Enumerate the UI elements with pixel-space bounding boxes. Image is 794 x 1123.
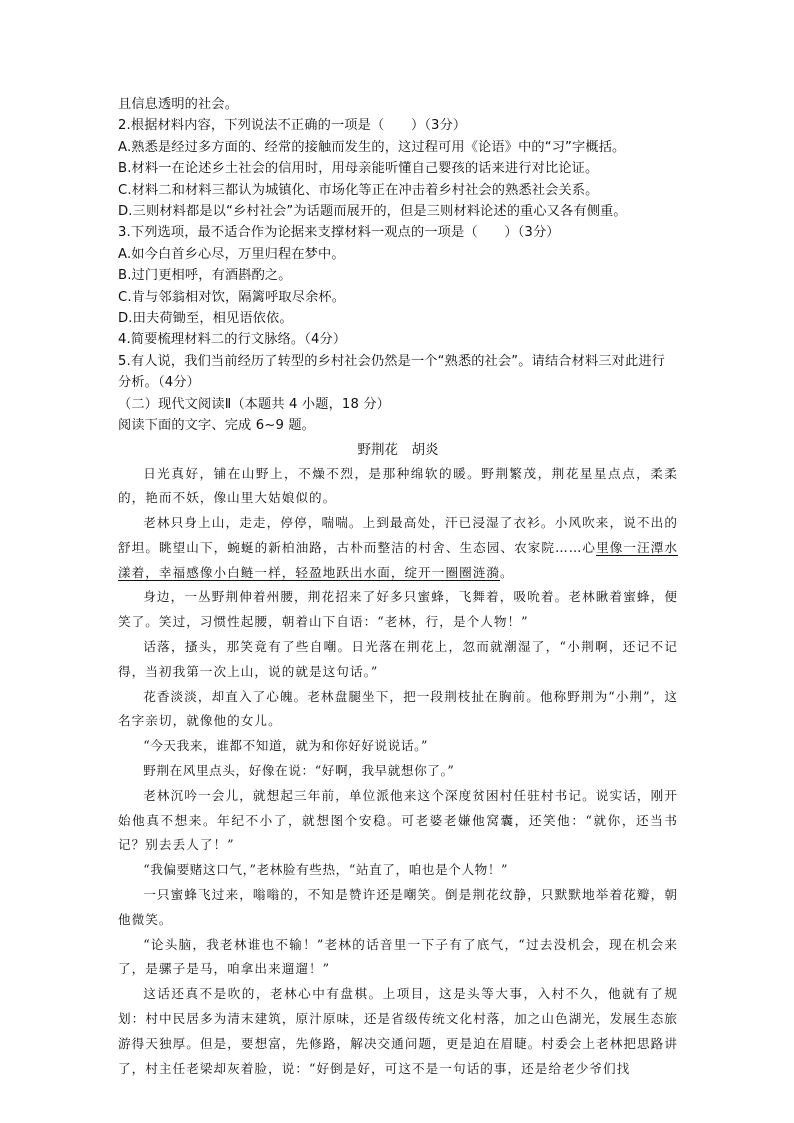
story-title: 野荆花 胡炎 [357, 441, 439, 458]
story-text: 。 [500, 564, 514, 580]
story-body [118, 462, 678, 1082]
question-4: 4.简要梳理材料二的行文脉络。（4分） [118, 332, 347, 348]
story-paragraph: 日光真好，铺在山野上，不燥不烈，是那种绵软的暖。野荆繁茂，荆花星星点点，柔柔的，艳而不妖，像山里大姑娘似的。 [118, 465, 678, 506]
story-paragraph: “我偏要赌这口气，”老林脸有些热，“站直了，咱也是个人物！” [143, 862, 509, 878]
story-paragraph: 花香淡淡，却直入了心魄。老林盘腿坐下，把一段荆枝扯在胸前。他称野荆为“小荆”，这名字亲切，就像他的女儿。 [118, 688, 678, 729]
question-5: 5.有人说，我们当前经历了转型的乡村社会仍然是一个“熟悉的社会”。请结合材料三对此进行分析。（4分） [118, 353, 666, 391]
option-3c: C.肯与邻翁相对饮，隔篱呼取尽余杯。 [118, 289, 346, 305]
story-paragraph: 一只蜜蜂飞过来，嗡嗡的，不知是赞许还是嘲笑。倒是荆花纹静，只默默地举着花瓣，朝他微笑。 [118, 887, 678, 927]
option-3d: D.田夫荷锄至，相见语依依。 [118, 311, 293, 327]
section-heading: （二）现代文阅读Ⅱ（本题共 4 小题，18 分） [118, 396, 391, 412]
question-2: 2.根据材料内容，下列说法不正确的一项是（ ）（3分） [118, 118, 467, 134]
option-2d: D.三则材料都是以“乡村社会”为话题而展开的，但是三则材料论述的重心又各有侧重。 [118, 204, 627, 220]
option-3b: B.过门更相呼，有酒斟酌之。 [118, 268, 292, 284]
page-content [118, 94, 678, 1081]
story-paragraph: 话落，搔头，那笑竟有了些自嘲。日光落在荆花上，忽而就潮湿了，“小荆啊，还记不记得，当初我第一次上山，说的就是这句话。” [118, 639, 678, 679]
reading-instruction: 阅读下面的文字、完成 6~9 题。 [118, 418, 316, 434]
question-3: 3.下列选项，最不适合作为论据来支撑材料一观点的一项是（ ）（3分） [118, 225, 560, 241]
underlined-sentence: 里像一汪潭水漾着，幸福感像小白鲢一样，轻盈地跃出水面，绽开一圈圈涟漪 [118, 539, 679, 580]
story-paragraph: “今天我来，谁都不知道，就为和你好好说说话。” [143, 738, 429, 754]
story-paragraph [118, 511, 678, 585]
story-paragraph: 身边，一丛野荆伸着州腰，荆花招来了好多只蜜蜂，飞舞着，吸吮着。老林瞅着蜜蜂，便笑了。笑过，习惯性起腰，朝着山下自语：“老林，行，是个人物！” [118, 589, 678, 630]
story-text: 老林只身上山，走走，停停，喘喘。上到最高处，汗已浸湿了衣衫。小风吹来，说不出的舒坦。眺望山下，蜿蜒的新柏油路，古朴而整洁的村舍、生态园、农家院……心 [118, 515, 678, 555]
option-3a: A.如今白首乡心尽，万里归程在梦中。 [118, 246, 345, 262]
option-2c: C.材料二和材料三都认为城镇化、市场化等正在冲击着乡村社会的熟悉社会关系。 [118, 182, 599, 198]
option-2a: A.熟悉是经过多方面的、经常的接触而发生的，这过程可用《论语》中的“习”字概括。 [118, 139, 626, 155]
text-line: 且信息透明的社会。 [118, 97, 239, 112]
story-paragraph: “论头脑，我老林谁也不输！”老林的话音里一下子有了底气，“过去没机会，现在机会来了，是骡子是马，咱拿出来遛遛！” [118, 936, 678, 977]
story-paragraph: 这话还真不是吹的，老林心中有盘棋。上项目，这是头等大事，入村不久，他就有了规划：村中民居多为清末建筑，原汁原味，还是省级传统文化村落，加之山色湖光，发展生态旅游得天独厚。但是，要想富，先修路，解决交通问题，更是迫在眉睫。村委会上老林把思路讲了，村主任老梁却灰着脸，说：“好倒是好，可这不是一句话的事，还是给老少爷们找 [118, 986, 678, 1076]
option-2b: B.材料一在论述乡土社会的信用时，用母亲能听懂自己婴孩的话来进行对比论证。 [118, 161, 599, 177]
story-paragraph: 野荆在风里点头，好像在说：“好啊，我早就想你了。” [143, 763, 455, 779]
story-paragraph: 老林沉吟一会儿，就想起三年前，单位派他来这个深度贫困村任驻村书记。说实话，刚开始他真不想来。年纪不小了，就想图个安稳。可老婆老嫌他窝囊，还笑他：“就你，还当书记？别去丢人了！” [118, 787, 678, 853]
